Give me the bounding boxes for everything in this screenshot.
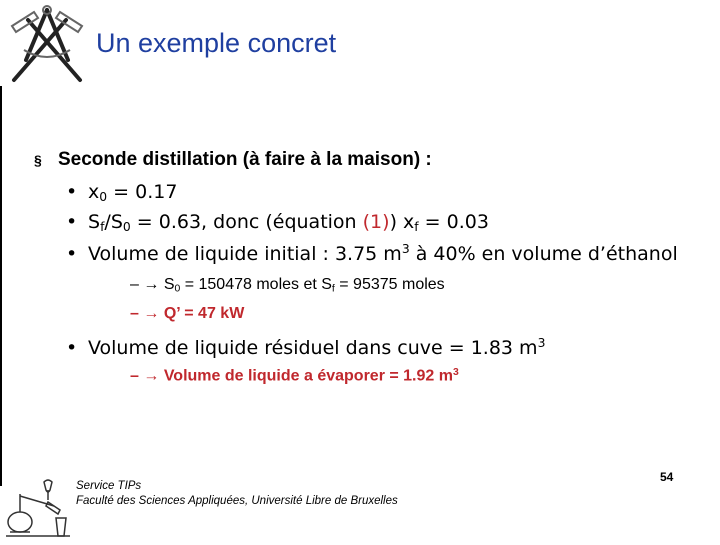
list-item: • $S_f/S_0 = 0.63$, donc (équation (1)) $x_f = 0.03$ bbox=[66, 211, 489, 235]
main-bullet-text: Seconde distillation (à faire à la maison) : bbox=[58, 149, 432, 170]
page-title: Un exemple concret bbox=[96, 28, 337, 58]
distillation-apparatus-icon bbox=[0, 476, 74, 540]
footer bbox=[76, 479, 398, 509]
faculty-logo-icon bbox=[4, 2, 90, 88]
sub-list-item: – → $S_0 = 150478$ moles et $S_f = 95375$ moles bbox=[130, 276, 445, 295]
footer-line-2: Faculté des Sciences Appliquées, Université Libre de Bruxelles bbox=[76, 495, 398, 507]
bullet-marker: § bbox=[34, 152, 42, 168]
list-item: • $x_0 = 0.17$ bbox=[66, 181, 178, 205]
main-bullet bbox=[34, 149, 432, 171]
equation-reference: (1) bbox=[362, 211, 390, 233]
left-divider bbox=[0, 86, 2, 486]
arrow-icon: → bbox=[143, 367, 160, 385]
list-item: • Volume de liquide initial : 3.75 $m^3$ à 40% en volume d’éthanol bbox=[66, 242, 678, 265]
arrow-icon: → bbox=[143, 276, 160, 293]
list-item: • Volume de liquide résiduel dans cuve = 1.83 $m^3$ bbox=[66, 336, 546, 359]
sub-list-item-highlight: – → Volume de liquide a évaporer = 1.92 $m^3$ bbox=[130, 367, 459, 385]
page-number: 54 bbox=[660, 470, 674, 484]
arrow-icon: → bbox=[143, 305, 160, 322]
footer-line-1: Service TIPs bbox=[76, 480, 142, 492]
sub-list-item-highlight: – → Q’ = 47 kW bbox=[130, 305, 245, 322]
